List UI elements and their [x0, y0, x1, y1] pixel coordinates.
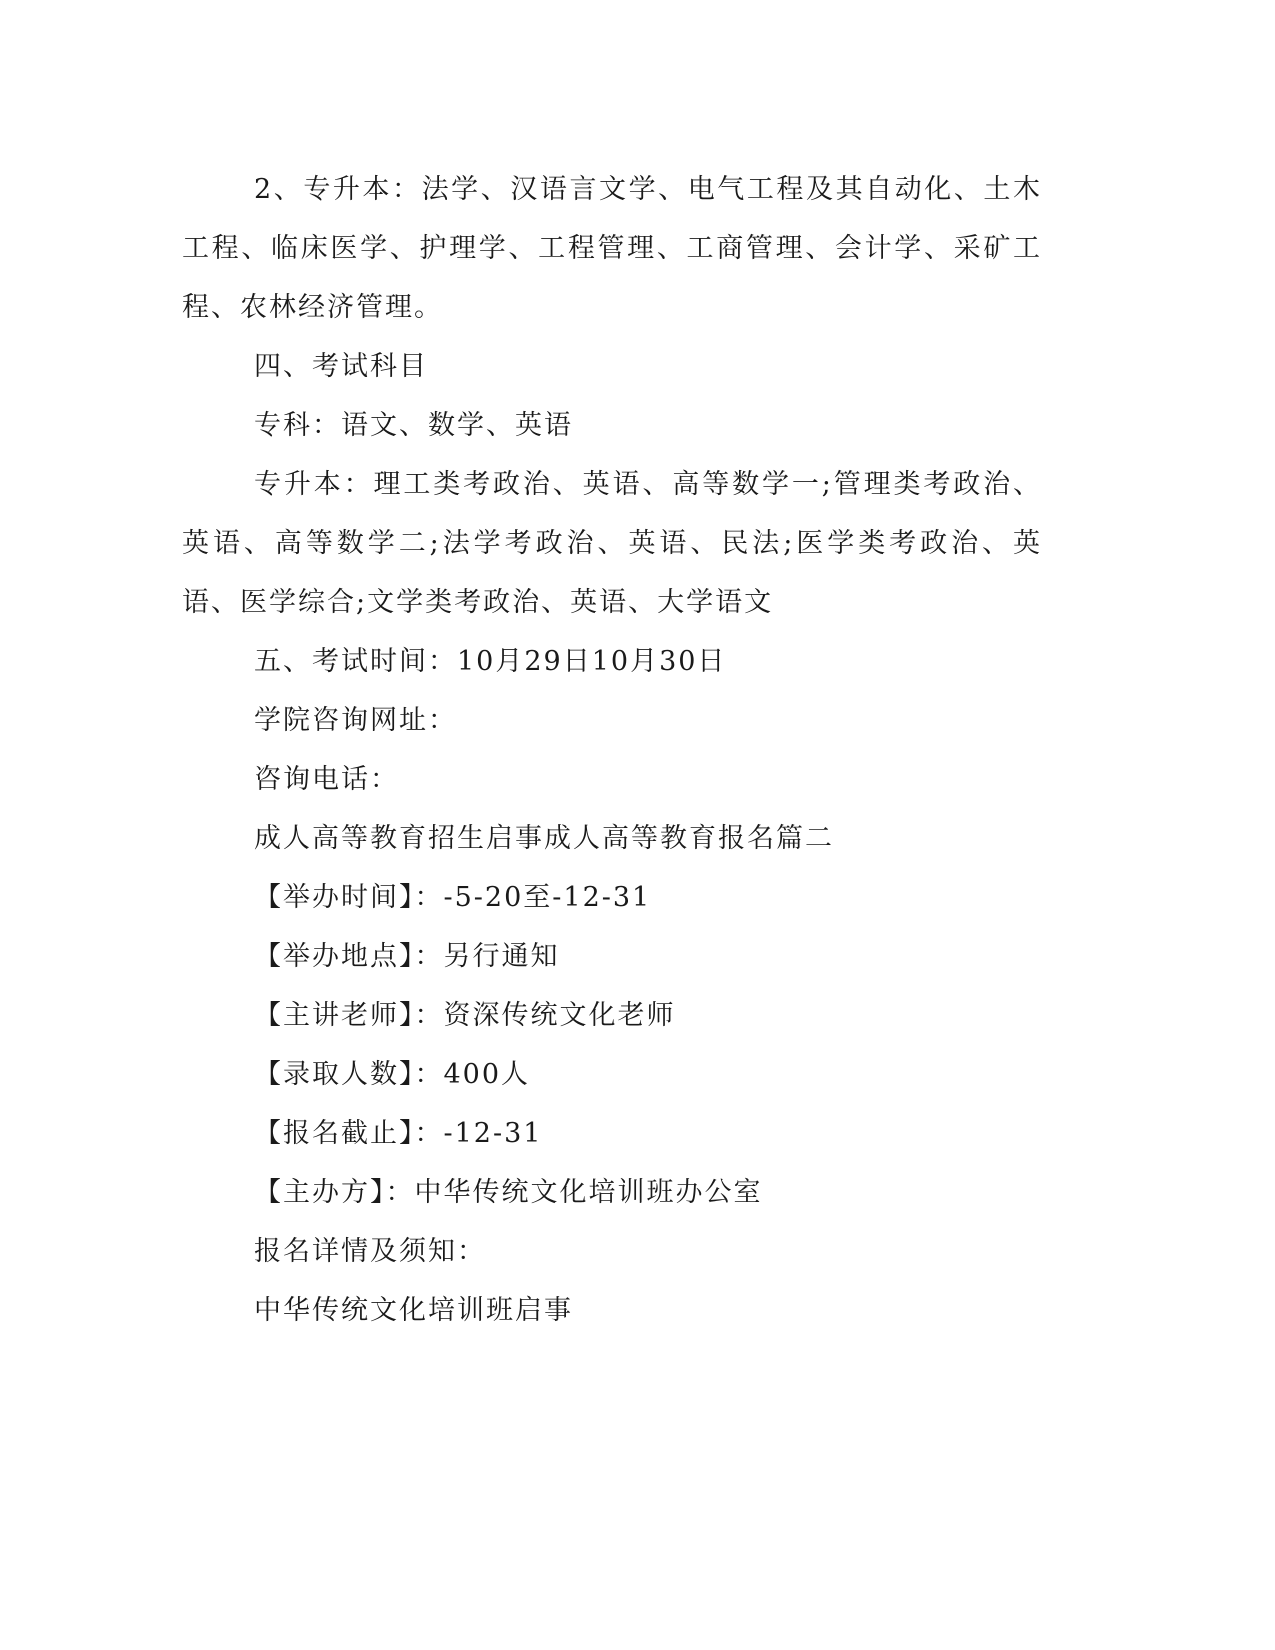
paragraph-associate-subjects: 专科：语文、数学、英语 — [254, 410, 573, 441]
paragraph-phone-label: 咨询电话： — [254, 764, 399, 795]
paragraph-majors-upgrade: 2、专升本：法学、汉语言文学、电气工程及其自动化、土木工程、临床医学、护理学、工程管理、工商管理、会计学、采矿工程、农林经济管理。 — [182, 174, 1042, 323]
paragraph-upgrade-subjects: 专升本：理工类考政治、英语、高等数学一;管理类考政治、英语、高等数学二;法学考政治、英语、民法;医学类考政治、英语、医学综合;文学类考政治、英语、大学语文 — [182, 469, 1042, 618]
paragraph-website-label: 学院咨询网址： — [254, 705, 457, 736]
info-lecturer: 【主讲老师】：资深传统文化老师 — [254, 1000, 676, 1031]
info-registration-deadline: 【报名截止】：-12-31 — [254, 1118, 543, 1149]
paragraph-registration-details: 报名详情及须知： — [254, 1236, 486, 1267]
paragraph-notice-title: 中华传统文化培训班启事 — [254, 1295, 573, 1326]
heading-exam-subjects: 四、考试科目 — [254, 351, 428, 382]
document-body — [182, 160, 1042, 1340]
info-enrollment-count: 【录取人数】：400人 — [254, 1059, 531, 1090]
info-held-location: 【举办地点】：另行通知 — [254, 941, 560, 972]
info-held-time: 【举办时间】：-5-20至-12-31 — [254, 882, 652, 913]
info-organizer: 【主办方】：中华传统文化培训班办公室 — [254, 1177, 763, 1208]
section-title: 成人高等教育招生启事成人高等教育报名篇二 — [254, 823, 834, 854]
paragraph-exam-time: 五、考试时间：10月29日10月30日 — [254, 646, 727, 677]
